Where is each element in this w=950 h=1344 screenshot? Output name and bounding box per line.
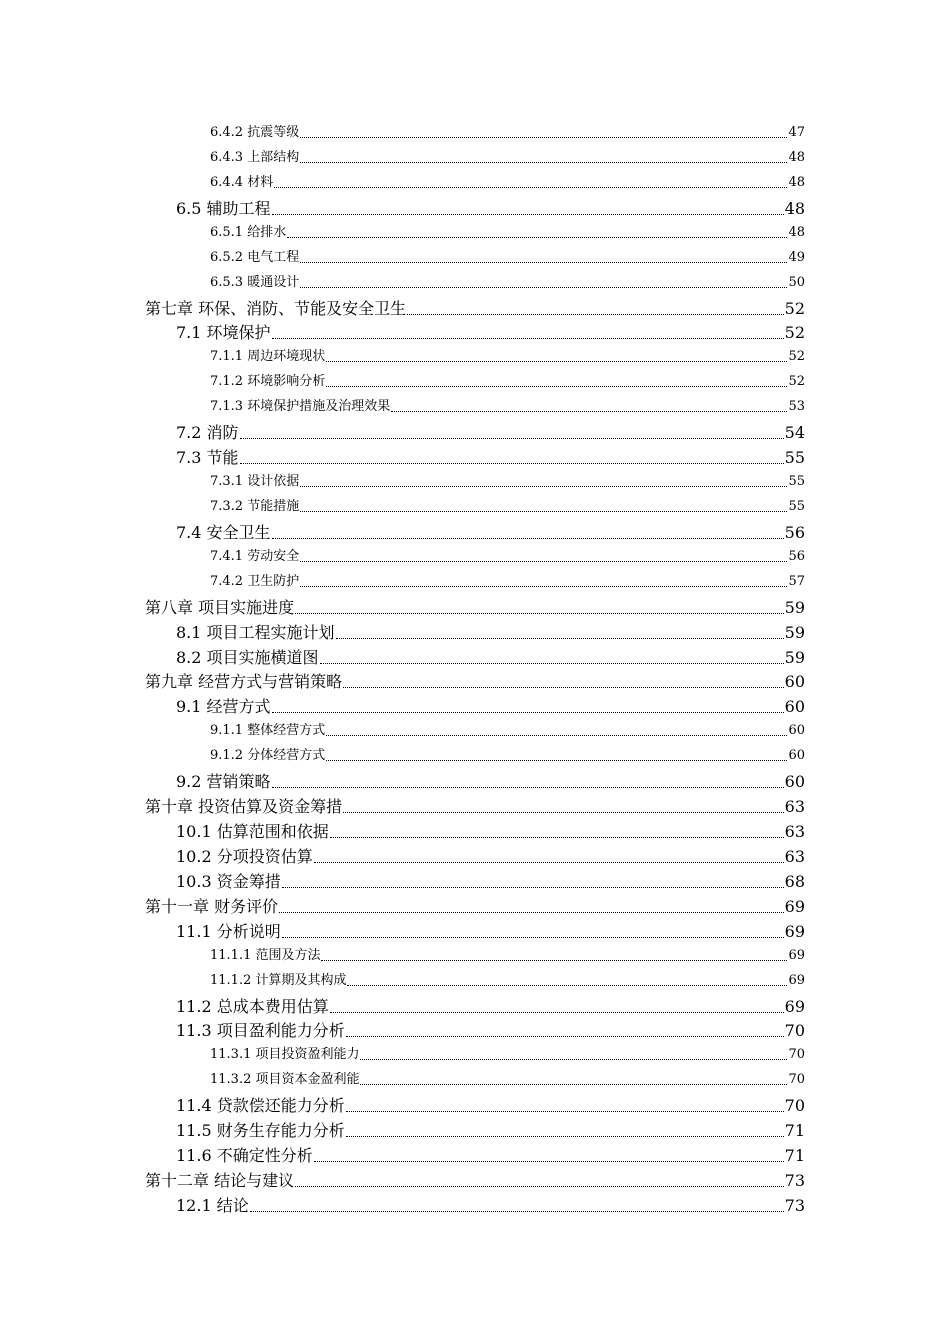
toc-entry-title: 6.5.3 暖通设计 xyxy=(210,274,300,290)
toc-entry-title: 7.1.3 环境保护措施及治理效果 xyxy=(210,399,391,415)
toc-entry-title: 7.1 环境保护 xyxy=(176,323,271,343)
toc-entry-title: 11.3.1 项目投资盈利能力 xyxy=(210,1047,360,1063)
toc-entry[interactable] xyxy=(176,997,805,1017)
toc-entry[interactable] xyxy=(176,1121,805,1141)
toc-entry-page-number: 73 xyxy=(784,1195,805,1215)
toc-entry-page-number: 71 xyxy=(784,1121,805,1141)
toc-entry-page-number: 59 xyxy=(784,647,805,667)
toc-entry-page-number: 54 xyxy=(784,423,805,443)
dot-leader xyxy=(336,637,784,639)
toc-entry-title: 6.4.4 材料 xyxy=(210,174,274,190)
toc-entry[interactable] xyxy=(176,423,805,443)
dot-leader xyxy=(326,734,787,736)
toc-entry-page-number: 69 xyxy=(788,947,805,963)
toc-entry-page-number: 59 xyxy=(784,597,805,617)
toc-entry-page-number: 48 xyxy=(788,149,805,165)
toc-entry-title: 12.1 结论 xyxy=(176,1195,249,1215)
toc-entry-page-number: 52 xyxy=(788,349,805,365)
dot-leader xyxy=(300,560,787,562)
toc-entry-page-number: 60 xyxy=(784,672,805,692)
toc-entry[interactable] xyxy=(210,1071,805,1089)
toc-entry[interactable] xyxy=(176,1096,805,1116)
toc-entry-title: 6.4.3 上部结构 xyxy=(210,149,300,165)
toc-entry-title: 10.3 资金筹措 xyxy=(176,871,281,891)
toc-entry-title: 9.2 营销策略 xyxy=(176,772,271,792)
toc-entry-page-number: 55 xyxy=(784,448,805,468)
dot-leader xyxy=(346,1035,784,1037)
toc-entry[interactable] xyxy=(210,398,805,416)
toc-entry[interactable] xyxy=(210,947,805,965)
toc-entry[interactable] xyxy=(145,897,805,917)
toc-entry-page-number: 56 xyxy=(784,522,805,542)
toc-entry-title: 7.1.1 周边环境现状 xyxy=(210,349,326,365)
toc-entry-title: 第十二章 结论与建议 xyxy=(145,1171,295,1191)
toc-entry-title: 7.3.1 设计依据 xyxy=(210,474,300,490)
toc-entry[interactable] xyxy=(145,672,805,692)
toc-entry[interactable] xyxy=(210,747,805,765)
dot-leader xyxy=(295,612,784,614)
toc-entry-page-number: 69 xyxy=(784,896,805,916)
dot-leader xyxy=(279,911,784,913)
toc-entry-title: 11.1.2 计算期及其构成 xyxy=(210,972,347,988)
toc-entry-page-number: 60 xyxy=(788,723,805,739)
toc-entry-page-number: 55 xyxy=(788,498,805,514)
toc-entry-title: 第八章 项目实施进度 xyxy=(145,597,295,617)
toc-entry[interactable] xyxy=(210,473,805,491)
toc-entry-page-number: 71 xyxy=(784,1146,805,1166)
dot-leader xyxy=(330,836,784,838)
toc-entry-title: 7.3.2 节能措施 xyxy=(210,498,300,514)
toc-entry-title: 7.3 节能 xyxy=(176,448,239,468)
dot-leader xyxy=(272,337,784,339)
toc-entry[interactable] xyxy=(176,323,805,343)
dot-leader xyxy=(326,385,787,387)
toc-entry-page-number: 60 xyxy=(784,772,805,792)
toc-entry[interactable] xyxy=(176,199,805,219)
toc-entry[interactable] xyxy=(210,249,805,267)
toc-entry-page-number: 48 xyxy=(788,224,805,240)
dot-leader xyxy=(287,236,787,238)
toc-entry-page-number: 60 xyxy=(788,748,805,764)
dot-leader xyxy=(346,1135,784,1137)
dot-leader xyxy=(300,136,787,138)
dot-leader xyxy=(326,759,787,761)
toc-entry-title: 第九章 经营方式与营销策略 xyxy=(145,672,343,692)
toc-entry-title: 第十章 投资估算及资金筹措 xyxy=(145,797,343,817)
toc-entry-title: 9.1.1 整体经营方式 xyxy=(210,723,326,739)
dot-leader xyxy=(347,984,787,986)
toc-entry-title: 9.1 经营方式 xyxy=(176,697,271,717)
toc-entry[interactable] xyxy=(210,498,805,516)
toc-entry-page-number: 55 xyxy=(788,474,805,490)
toc-entry[interactable] xyxy=(210,1046,805,1064)
toc-entry[interactable] xyxy=(145,797,805,817)
toc-entry-page-number: 49 xyxy=(788,249,805,265)
toc-entry-title: 第七章 环保、消防、节能及安全卫生 xyxy=(145,298,407,318)
toc-entry[interactable] xyxy=(176,772,805,792)
toc-entry-page-number: 63 xyxy=(784,797,805,817)
toc-entry-title: 6.4.2 抗震等级 xyxy=(210,125,300,140)
toc-entry-page-number: 56 xyxy=(788,548,805,564)
toc-entry-title: 6.5 辅助工程 xyxy=(176,198,271,218)
toc-entry-page-number: 52 xyxy=(784,323,805,343)
toc-entry[interactable] xyxy=(210,224,805,242)
toc-entry[interactable] xyxy=(176,623,805,643)
dot-leader xyxy=(282,886,784,888)
toc-entry-page-number: 70 xyxy=(788,1047,805,1063)
dot-leader xyxy=(330,1011,784,1013)
dot-leader xyxy=(300,485,787,487)
toc-entry-title: 11.5 财务生存能力分析 xyxy=(176,1121,345,1141)
dot-leader xyxy=(250,1210,784,1212)
toc-entry-title: 10.1 估算范围和依据 xyxy=(176,822,329,842)
toc-entry[interactable] xyxy=(210,548,805,566)
dot-leader xyxy=(360,1083,787,1085)
dot-leader xyxy=(282,936,784,938)
toc-entry-title: 6.5.2 电气工程 xyxy=(210,249,300,265)
toc-entry[interactable] xyxy=(210,348,805,366)
toc-entry[interactable] xyxy=(210,373,805,391)
dot-leader xyxy=(274,186,787,188)
toc-entry-title: 11.4 贷款偿还能力分析 xyxy=(176,1096,345,1116)
toc-entry-page-number: 73 xyxy=(784,1171,805,1191)
toc-entry[interactable] xyxy=(176,1021,805,1041)
toc-entry-title: 11.1 分析说明 xyxy=(176,921,281,941)
dot-leader xyxy=(320,662,784,664)
toc-entry[interactable] xyxy=(210,573,805,591)
toc-entry-page-number: 48 xyxy=(788,174,805,190)
toc-entry[interactable] xyxy=(210,274,805,292)
toc-entry-title: 8.1 项目工程实施计划 xyxy=(176,622,335,642)
toc-entry-title: 第十一章 财务评价 xyxy=(145,896,279,916)
dot-leader xyxy=(321,959,787,961)
dot-leader xyxy=(300,510,787,512)
toc-entry-title: 9.1.2 分体经营方式 xyxy=(210,748,326,764)
toc-entry[interactable] xyxy=(210,722,805,740)
toc-entry-page-number: 52 xyxy=(784,298,805,318)
toc-entry-page-number: 70 xyxy=(784,1021,805,1041)
dot-leader xyxy=(272,537,784,539)
dot-leader xyxy=(360,1058,787,1060)
toc-entry-title: 11.1.1 范围及方法 xyxy=(210,947,321,963)
dot-leader xyxy=(300,261,787,263)
toc-entry-title: 11.3 项目盈利能力分析 xyxy=(176,1021,345,1041)
toc-entry-title: 11.6 不确定性分析 xyxy=(176,1146,313,1166)
toc-entry[interactable] xyxy=(210,149,805,167)
toc-entry[interactable] xyxy=(176,822,805,842)
dot-leader xyxy=(314,1160,784,1162)
toc-entry-title: 7.2 消防 xyxy=(176,423,239,443)
toc-entry-page-number: 69 xyxy=(784,921,805,941)
dot-leader xyxy=(272,213,784,215)
toc-entry-page-number: 69 xyxy=(784,996,805,1016)
toc-entry-page-number: 68 xyxy=(784,871,805,891)
toc-entry-title: 7.4.2 卫生防护 xyxy=(210,573,300,589)
dot-leader xyxy=(295,1185,784,1187)
toc-entry-page-number: 63 xyxy=(784,846,805,866)
dot-leader xyxy=(407,313,784,315)
toc-entry-title: 11.3.2 项目资本金盈利能 xyxy=(210,1072,360,1088)
toc-entry[interactable] xyxy=(176,922,805,942)
toc-entry[interactable] xyxy=(145,1171,805,1191)
toc-entry-title: 10.2 分项投资估算 xyxy=(176,846,313,866)
dot-leader xyxy=(346,1110,784,1112)
toc-entry[interactable] xyxy=(145,299,805,319)
toc-entry[interactable] xyxy=(176,847,805,867)
toc-entry-title: 8.2 项目实施横道图 xyxy=(176,647,319,667)
toc-entry[interactable] xyxy=(176,1146,805,1166)
toc-entry-page-number: 63 xyxy=(784,822,805,842)
toc-entry-page-number: 47 xyxy=(788,125,805,140)
toc-entry[interactable] xyxy=(176,697,805,717)
dot-leader xyxy=(300,161,787,163)
toc-entry[interactable] xyxy=(176,872,805,892)
dot-leader xyxy=(240,462,784,464)
toc-entry[interactable] xyxy=(210,174,805,192)
toc-entry-page-number: 50 xyxy=(788,274,805,290)
dot-leader xyxy=(272,711,784,713)
toc-entry-page-number: 57 xyxy=(788,573,805,589)
dot-leader xyxy=(240,437,784,439)
toc-entry-title: 7.1.2 环境影响分析 xyxy=(210,374,326,390)
toc-entry-page-number: 53 xyxy=(788,399,805,415)
toc-entry[interactable] xyxy=(176,523,805,543)
toc-entry-page-number: 48 xyxy=(784,198,805,218)
dot-leader xyxy=(326,360,787,362)
toc-entry-title: 7.4 安全卫生 xyxy=(176,522,271,542)
toc-entry-page-number: 59 xyxy=(784,622,805,642)
toc-entry[interactable] xyxy=(145,598,805,618)
toc-entry-title: 6.5.1 给排水 xyxy=(210,224,287,240)
dot-leader xyxy=(314,861,784,863)
dot-leader xyxy=(300,585,787,587)
toc-entry[interactable] xyxy=(176,648,805,668)
toc-entry[interactable] xyxy=(176,1196,805,1216)
dot-leader xyxy=(272,786,784,788)
toc-entry-page-number: 60 xyxy=(784,697,805,717)
dot-leader xyxy=(391,410,787,412)
dot-leader xyxy=(343,686,784,688)
toc-entry[interactable] xyxy=(210,124,805,142)
toc-entry-page-number: 69 xyxy=(788,972,805,988)
toc-entry-title: 7.4.1 劳动安全 xyxy=(210,548,300,564)
toc-entry-title: 11.2 总成本费用估算 xyxy=(176,996,329,1016)
toc-entry[interactable] xyxy=(176,448,805,468)
dot-leader xyxy=(343,811,784,813)
toc-entry-page-number: 70 xyxy=(788,1072,805,1088)
dot-leader xyxy=(300,286,787,288)
toc-entry-page-number: 70 xyxy=(784,1096,805,1116)
toc-entry-page-number: 52 xyxy=(788,374,805,390)
toc-entry[interactable] xyxy=(210,972,805,990)
